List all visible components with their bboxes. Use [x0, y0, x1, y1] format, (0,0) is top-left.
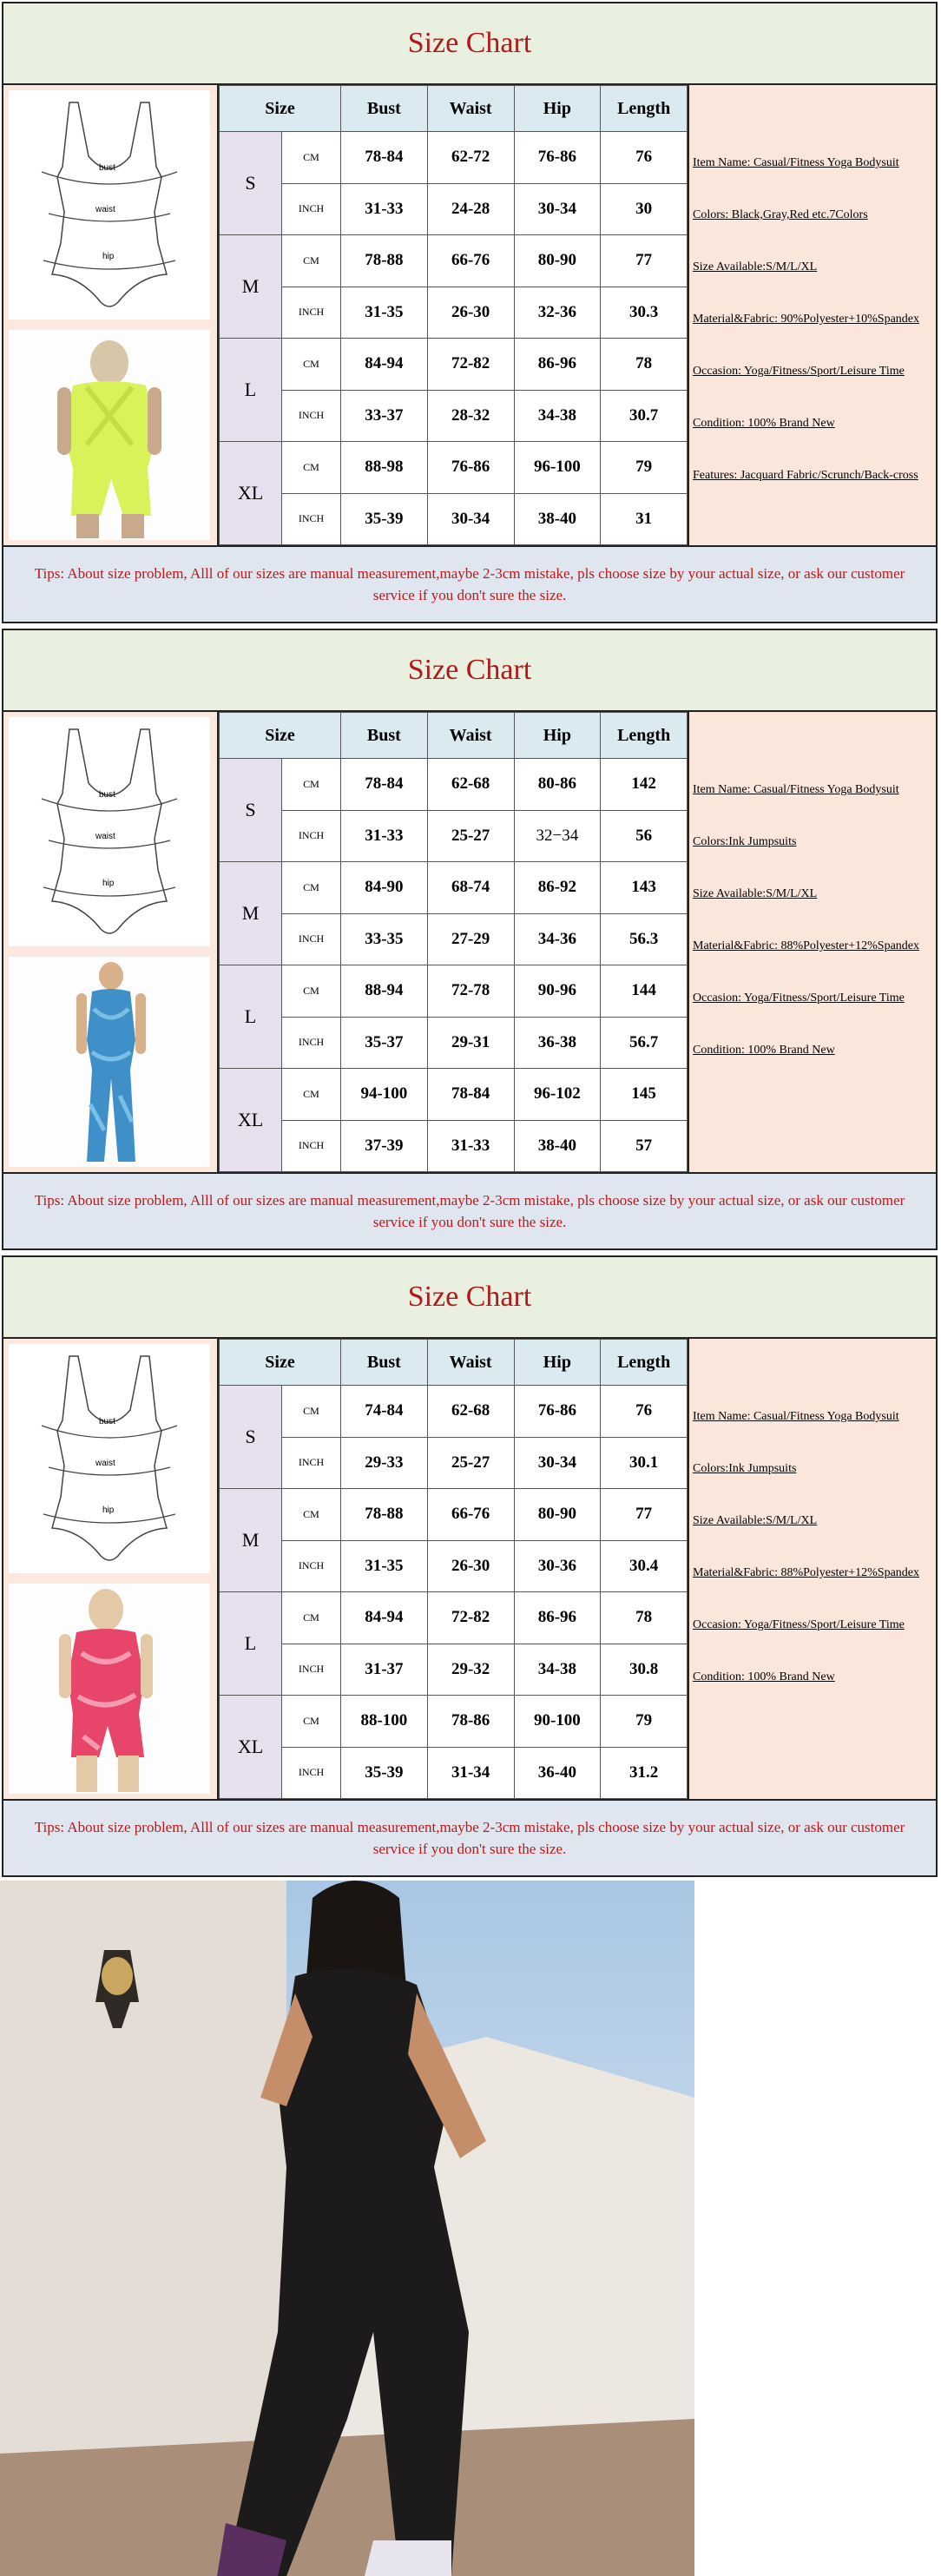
size-chart-content [3, 712, 936, 1174]
unit-cell: CM [282, 862, 341, 914]
hip-cell: 96-100 [514, 442, 601, 494]
bust-cell: 31-33 [341, 810, 428, 862]
hip-label: hip [102, 252, 115, 261]
length-cell: 31.2 [601, 1747, 688, 1799]
unit-cell: CM [282, 339, 341, 391]
header-waist: Waist [427, 86, 514, 132]
bust-cell: 35-37 [341, 1017, 428, 1069]
model-short-bodysuit-icon [9, 330, 210, 540]
size-cell: XL [220, 1069, 282, 1172]
size-cell: L [220, 339, 282, 442]
hip-cell: 76-86 [514, 1386, 601, 1438]
size-cell: M [220, 1489, 282, 1592]
product-photo [9, 957, 210, 1167]
size-chart-content [3, 1339, 936, 1801]
product-photo [9, 330, 210, 540]
table-row [220, 1437, 688, 1489]
product-info-column [689, 85, 936, 545]
length-cell: 56 [601, 810, 688, 862]
bust-cell: 78-88 [341, 1489, 428, 1541]
table-row [220, 183, 688, 235]
size-table [219, 85, 688, 545]
size-chart-block-3 [2, 1255, 938, 1877]
tips-bar [3, 1801, 936, 1875]
unit-cell: CM [282, 1069, 341, 1121]
waist-cell: 26-30 [427, 1540, 514, 1592]
info-colors: Colors:Ink Jumpsuits [693, 1462, 797, 1475]
bust-cell: 84-94 [341, 1592, 428, 1644]
bust-label: bust [99, 1417, 115, 1426]
length-cell: 145 [601, 1069, 688, 1121]
unit-cell: CM [282, 235, 341, 287]
bodysuit-outline-icon [9, 1344, 210, 1573]
size-chart-title-bar [3, 1257, 936, 1339]
table-row [220, 1017, 688, 1069]
waist-cell: 25-27 [427, 1437, 514, 1489]
length-cell: 79 [601, 1696, 688, 1748]
hip-cell: 76-86 [514, 132, 601, 184]
bust-cell: 78-84 [341, 759, 428, 811]
waist-cell: 30-34 [427, 493, 514, 545]
info-material: Material&Fabric: 88%Polyester+12%Spandex [693, 939, 920, 952]
bust-cell: 84-94 [341, 339, 428, 391]
model-short-tiedye-icon [9, 1584, 210, 1794]
tips-text: Tips: About size problem, Alll of our sizes are manual measurement,maybe 2-3cm mistake, pls choose size by your actual size, or ask our customer service if you don't sure the size. [34, 1192, 905, 1230]
illustration-column [3, 85, 219, 545]
waist-label: waist [95, 205, 115, 214]
header-hip: Hip [514, 713, 601, 759]
unit-cell: CM [282, 1696, 341, 1748]
table-row [220, 390, 688, 442]
info-condition: Condition: 100% Brand New [693, 1044, 835, 1057]
table-row [220, 759, 688, 811]
info-material: Material&Fabric: 88%Polyester+12%Spandex [693, 1566, 920, 1579]
bust-cell: 33-37 [341, 390, 428, 442]
table-row [220, 810, 688, 862]
bust-cell: 84-90 [341, 862, 428, 914]
header-size: Size [220, 86, 341, 132]
measurement-diagram [9, 90, 210, 320]
size-cell: S [220, 759, 282, 862]
table-row [220, 1069, 688, 1121]
table-row [220, 442, 688, 494]
illustration-column [3, 712, 219, 1172]
bust-cell: 88-94 [341, 965, 428, 1018]
size-chart-title: Size Chart [407, 654, 532, 686]
table-row [220, 339, 688, 391]
table-row [220, 965, 688, 1018]
bust-cell: 74-84 [341, 1386, 428, 1438]
table-header-row [220, 713, 688, 759]
waist-cell: 72-78 [427, 965, 514, 1018]
unit-cell: CM [282, 965, 341, 1018]
length-cell: 30.8 [601, 1644, 688, 1696]
size-cell: S [220, 132, 282, 235]
size-cell: M [220, 235, 282, 339]
waist-cell: 31-34 [427, 1747, 514, 1799]
bust-cell: 94-100 [341, 1069, 428, 1121]
size-cell: S [220, 1386, 282, 1489]
length-cell: 142 [601, 759, 688, 811]
info-features: Features: Jacquard Fabric/Scrunch/Back-cross [693, 469, 918, 482]
measurement-diagram [9, 1344, 210, 1573]
bust-label: bust [99, 790, 115, 800]
length-cell: 30 [601, 183, 688, 235]
waist-label: waist [95, 832, 115, 841]
waist-cell: 76-86 [427, 442, 514, 494]
bust-cell: 88-100 [341, 1696, 428, 1748]
info-occasion: Occasion: Yoga/Fitness/Sport/Leisure Time [693, 365, 905, 378]
product-info-column [689, 1339, 936, 1799]
hip-cell: 80-86 [514, 759, 601, 811]
info-occasion: Occasion: Yoga/Fitness/Sport/Leisure Time [693, 992, 905, 1005]
waist-cell: 28-32 [427, 390, 514, 442]
table-row [220, 1489, 688, 1541]
size-chart-content [3, 85, 936, 547]
model-black-jumpsuit-icon [0, 1881, 694, 2576]
info-condition: Condition: 100% Brand New [693, 1670, 835, 1683]
info-condition: Condition: 100% Brand New [693, 417, 835, 430]
bodysuit-outline-icon [9, 717, 210, 946]
hip-cell: 34-36 [514, 913, 601, 965]
waist-cell: 25-27 [427, 810, 514, 862]
length-cell: 143 [601, 862, 688, 914]
waist-cell: 26-30 [427, 287, 514, 339]
unit-cell: INCH [282, 1437, 341, 1489]
header-length: Length [601, 1340, 688, 1386]
length-cell: 31 [601, 493, 688, 545]
waist-cell: 29-32 [427, 1644, 514, 1696]
size-cell: XL [220, 1696, 282, 1799]
waist-cell: 29-31 [427, 1017, 514, 1069]
size-chart-title-bar [3, 630, 936, 712]
length-cell: 78 [601, 1592, 688, 1644]
table-header-row [220, 86, 688, 132]
size-cell: M [220, 862, 282, 965]
bust-cell: 29-33 [341, 1437, 428, 1489]
unit-cell: INCH [282, 913, 341, 965]
measurement-diagram [9, 717, 210, 946]
bust-cell: 88-98 [341, 442, 428, 494]
waist-cell: 72-82 [427, 1592, 514, 1644]
header-waist: Waist [427, 713, 514, 759]
table-row [220, 1592, 688, 1644]
info-item-name: Item Name: Casual/Fitness Yoga Bodysuit [693, 1410, 899, 1423]
waist-cell: 27-29 [427, 913, 514, 965]
table-row [220, 1540, 688, 1592]
bust-cell: 33-35 [341, 913, 428, 965]
tips-bar [3, 1174, 936, 1248]
length-cell: 76 [601, 1386, 688, 1438]
hip-cell: 32-36 [514, 287, 601, 339]
length-cell: 30.4 [601, 1540, 688, 1592]
table-row [220, 1386, 688, 1438]
hip-cell: 34-38 [514, 390, 601, 442]
table-row [220, 1696, 688, 1748]
info-sizes: Size Available:S/M/L/XL [693, 260, 818, 273]
header-size: Size [220, 1340, 341, 1386]
length-cell: 78 [601, 339, 688, 391]
waist-cell: 78-86 [427, 1696, 514, 1748]
length-cell: 30.7 [601, 390, 688, 442]
size-cell: XL [220, 442, 282, 545]
length-cell: 77 [601, 1489, 688, 1541]
size-table-column [219, 1339, 689, 1799]
hip-cell: 80-90 [514, 235, 601, 287]
table-row [220, 862, 688, 914]
header-bust: Bust [341, 713, 428, 759]
length-cell: 144 [601, 965, 688, 1018]
length-cell: 76 [601, 132, 688, 184]
bodysuit-outline-icon [9, 90, 210, 320]
header-waist: Waist [427, 1340, 514, 1386]
hip-cell: 30-34 [514, 1437, 601, 1489]
unit-cell: INCH [282, 1017, 341, 1069]
waist-cell: 78-84 [427, 1069, 514, 1121]
unit-cell: CM [282, 759, 341, 811]
length-cell: 56.7 [601, 1017, 688, 1069]
header-bust: Bust [341, 86, 428, 132]
unit-cell: INCH [282, 1120, 341, 1172]
header-hip: Hip [514, 1340, 601, 1386]
waist-cell: 66-76 [427, 1489, 514, 1541]
info-sizes: Size Available:S/M/L/XL [693, 887, 818, 900]
hip-cell: 30-36 [514, 1540, 601, 1592]
bust-cell: 31-37 [341, 1644, 428, 1696]
waist-cell: 24-28 [427, 183, 514, 235]
table-row [220, 1644, 688, 1696]
unit-cell: INCH [282, 1540, 341, 1592]
product-photo [9, 1584, 210, 1794]
waist-cell: 31-33 [427, 1120, 514, 1172]
hip-label: hip [102, 879, 115, 888]
table-row [220, 287, 688, 339]
bust-cell: 78-84 [341, 132, 428, 184]
size-chart-title: Size Chart [407, 1281, 532, 1313]
size-table [219, 712, 688, 1172]
bust-cell: 31-33 [341, 183, 428, 235]
tips-text: Tips: About size problem, Alll of our sizes are manual measurement,maybe 2-3cm mistake, pls choose size by your actual size, or ask our customer service if you don't sure the size. [34, 1819, 905, 1857]
unit-cell: INCH [282, 1644, 341, 1696]
size-cell: L [220, 1592, 282, 1696]
size-table-column [219, 712, 689, 1172]
hip-cell: 96-102 [514, 1069, 601, 1121]
header-length: Length [601, 713, 688, 759]
unit-cell: INCH [282, 390, 341, 442]
info-material: Material&Fabric: 90%Polyester+10%Spandex [693, 313, 920, 326]
model-photo-black-jumpsuit [0, 1881, 694, 2576]
unit-cell: INCH [282, 1747, 341, 1799]
unit-cell: INCH [282, 810, 341, 862]
hip-label: hip [102, 1505, 115, 1515]
waist-cell: 62-68 [427, 1386, 514, 1438]
tips-bar [3, 547, 936, 622]
size-chart-title: Size Chart [407, 27, 532, 59]
waist-cell: 62-68 [427, 759, 514, 811]
info-occasion: Occasion: Yoga/Fitness/Sport/Leisure Time [693, 1618, 905, 1631]
table-row [220, 235, 688, 287]
unit-cell: INCH [282, 287, 341, 339]
table-row [220, 1120, 688, 1172]
unit-cell: INCH [282, 493, 341, 545]
hip-cell: 36-40 [514, 1747, 601, 1799]
unit-cell: CM [282, 1386, 341, 1438]
length-cell: 57 [601, 1120, 688, 1172]
table-row [220, 493, 688, 545]
length-cell: 30.3 [601, 287, 688, 339]
hip-cell: 32−34 [514, 810, 601, 862]
unit-cell: CM [282, 132, 341, 184]
info-item-name: Item Name: Casual/Fitness Yoga Bodysuit [693, 783, 899, 796]
bust-cell: 78-88 [341, 235, 428, 287]
table-row [220, 1747, 688, 1799]
unit-cell: CM [282, 1489, 341, 1541]
bust-cell: 31-35 [341, 287, 428, 339]
unit-cell: INCH [282, 183, 341, 235]
table-row [220, 132, 688, 184]
hip-cell: 80-90 [514, 1489, 601, 1541]
size-table-column [219, 85, 689, 545]
waist-cell: 66-76 [427, 235, 514, 287]
header-size: Size [220, 713, 341, 759]
length-cell: 56.3 [601, 913, 688, 965]
product-info-column [689, 712, 936, 1172]
header-bust: Bust [341, 1340, 428, 1386]
size-chart-block-1 [2, 2, 938, 623]
model-jumpsuit-icon [9, 957, 210, 1167]
hip-cell: 30-34 [514, 183, 601, 235]
hip-cell: 86-96 [514, 339, 601, 391]
waist-cell: 62-72 [427, 132, 514, 184]
size-table [219, 1339, 688, 1799]
tips-text: Tips: About size problem, Alll of our sizes are manual measurement,maybe 2-3cm mistake, pls choose size by your actual size, or ask our customer service if you don't sure the size. [34, 565, 905, 603]
header-hip: Hip [514, 86, 601, 132]
length-cell: 79 [601, 442, 688, 494]
unit-cell: CM [282, 442, 341, 494]
bust-cell: 37-39 [341, 1120, 428, 1172]
unit-cell: CM [282, 1592, 341, 1644]
hip-cell: 90-100 [514, 1696, 601, 1748]
hip-cell: 36-38 [514, 1017, 601, 1069]
table-header-row [220, 1340, 688, 1386]
length-cell: 77 [601, 235, 688, 287]
waist-cell: 72-82 [427, 339, 514, 391]
table-row [220, 913, 688, 965]
hip-cell: 86-96 [514, 1592, 601, 1644]
bust-cell: 35-39 [341, 493, 428, 545]
bust-label: bust [99, 163, 115, 173]
length-cell: 30.1 [601, 1437, 688, 1489]
hip-cell: 86-92 [514, 862, 601, 914]
hip-cell: 90-96 [514, 965, 601, 1018]
hip-cell: 34-38 [514, 1644, 601, 1696]
info-item-name: Item Name: Casual/Fitness Yoga Bodysuit [693, 156, 899, 169]
illustration-column [3, 1339, 219, 1799]
hip-cell: 38-40 [514, 493, 601, 545]
header-length: Length [601, 86, 688, 132]
waist-cell: 68-74 [427, 862, 514, 914]
info-colors: Colors:Ink Jumpsuits [693, 835, 797, 848]
size-chart-block-2 [2, 629, 938, 1250]
size-cell: L [220, 965, 282, 1069]
bust-cell: 31-35 [341, 1540, 428, 1592]
size-chart-title-bar [3, 3, 936, 85]
hip-cell: 38-40 [514, 1120, 601, 1172]
waist-label: waist [95, 1459, 115, 1468]
info-sizes: Size Available:S/M/L/XL [693, 1514, 818, 1527]
bust-cell: 35-39 [341, 1747, 428, 1799]
info-colors: Colors: Black,Gray,Red etc.7Colors [693, 208, 868, 221]
